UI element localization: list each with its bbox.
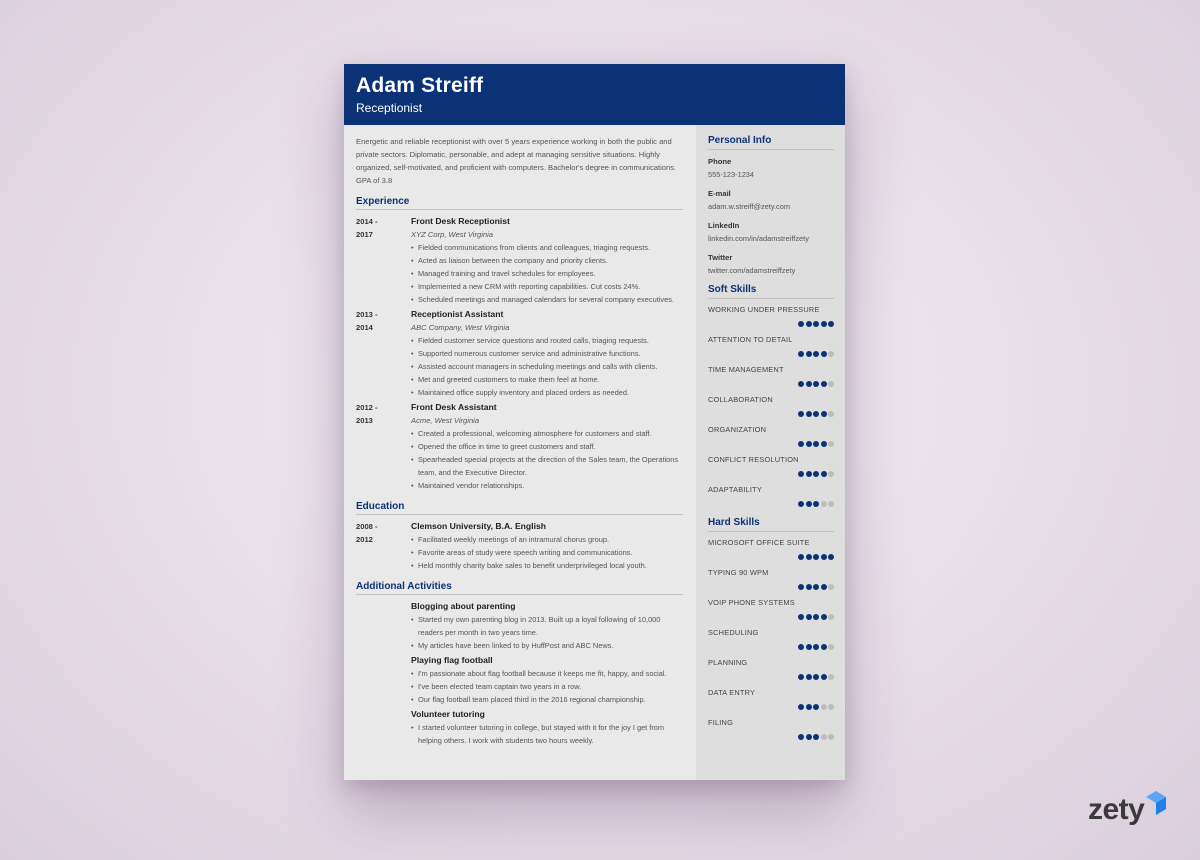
rating-dot-filled [806,411,812,417]
activities-content [411,654,683,706]
rating-dot-empty [828,351,834,357]
activities-entry [356,708,683,747]
skill-row [708,658,834,688]
skill-row [708,365,834,395]
rating-dot-empty [821,501,827,507]
activities-role: Volunteer tutoring [411,709,485,719]
skill-rating [797,321,835,327]
rating-dot-filled [798,501,804,507]
bullet-item: • I've been elected team captain two years in a row. [411,680,683,693]
rating-dot-filled [821,614,827,620]
bullet-item: • Acted as liaison between the company and priority clients. [411,254,683,267]
activities-content [411,708,683,747]
rating-dot-filled [813,441,819,447]
experience-role: Front Desk Receptionist [411,216,510,226]
skill-row [708,568,834,598]
skill-name: ORGANIZATION [708,425,767,434]
skill-name: WORKING UNDER PRESSURE [708,305,820,314]
bullet-item: • Opened the office in time to greet customers and staff. [411,440,683,453]
rating-dot-filled [813,644,819,650]
rating-dot-filled [813,704,819,710]
skill-rating [797,734,835,740]
rating-dot-filled [821,674,827,680]
education-bullets [411,533,683,572]
skill-row [708,425,834,455]
experience-entry [356,308,683,399]
skill-rating [797,411,835,417]
logo-text: zety [1088,793,1145,826]
rating-dot-filled [813,471,819,477]
rating-dot-filled [806,554,812,560]
rating-dot-filled [813,411,819,417]
skill-rating [797,501,835,507]
skill-name: MICROSOFT OFFICE SUITE [708,538,810,547]
rating-dot-filled [806,644,812,650]
rating-dot-filled [821,644,827,650]
activities-heading: Additional Activities [356,581,683,595]
experience-date: 2012 - 2013 [356,403,378,425]
experience-bullets [411,427,683,492]
rating-dot-filled [806,734,812,740]
rating-dot-filled [806,351,812,357]
rating-dot-filled [798,674,804,680]
skill-row [708,305,834,335]
personal-info-value: linkedin.com/in/adamstreiffzety [708,234,809,243]
rating-dot-filled [798,614,804,620]
main-column [356,135,683,749]
rating-dot-filled [806,584,812,590]
skill-name: VOIP PHONE SYSTEMS [708,598,795,607]
rating-dot-empty [821,734,827,740]
rating-dot-empty [828,704,834,710]
skill-name: DATA ENTRY [708,688,756,697]
education-list [356,520,683,572]
rating-dot-filled [813,321,819,327]
education-content [411,520,683,572]
activities-list [356,600,683,747]
skill-name: CONFLICT RESOLUTION [708,455,799,464]
bullet-item: • Maintained office supply inventory and placed orders as needed. [411,386,683,399]
rating-dot-empty [828,614,834,620]
experience-entry [356,401,683,492]
rating-dot-filled [798,381,804,387]
rating-dot-empty [828,441,834,447]
rating-dot-filled [821,381,827,387]
rating-dot-filled [798,471,804,477]
activities-bullets [411,721,683,747]
skill-row [708,718,834,748]
experience-date: 2013 - 2014 [356,310,378,332]
skill-row [708,455,834,485]
skill-rating [797,351,835,357]
skill-name: SCHEDULING [708,628,759,637]
activities-bullets [411,667,683,706]
experience-org: Acme, West Virginia [411,416,480,425]
bullet-item: • Started my own parenting blog in 2013. Built up a loyal following of 10,000 readers per month in two years time. [411,613,683,639]
personal-info-heading: Personal Info [708,135,834,150]
skill-row [708,628,834,658]
rating-dot-filled [806,501,812,507]
rating-dot-empty [828,381,834,387]
rating-dot-filled [813,381,819,387]
resume-header [344,64,845,125]
activities-date [356,654,411,706]
skill-row [708,688,834,718]
experience-bullets [411,334,683,399]
rating-dot-empty [828,734,834,740]
skill-name: FILING [708,718,734,727]
experience-role: Front Desk Assistant [411,402,497,412]
rating-dot-filled [813,554,819,560]
activities-content [411,600,683,652]
rating-dot-filled [821,471,827,477]
rating-dot-filled [798,584,804,590]
hard-skills-list [708,538,834,748]
hard-skills-heading: Hard Skills [708,517,834,532]
skill-rating [797,704,835,710]
skill-rating [797,584,835,590]
skill-name: ATTENTION TO DETAIL [708,335,793,344]
rating-dot-filled [821,554,827,560]
rating-dot-filled [798,734,804,740]
bullet-item: • Our flag football team placed third in the 2016 regional championship. [411,693,683,706]
bullet-item: • Supported numerous customer service and administrative functions. [411,347,683,360]
rating-dot-filled [798,411,804,417]
experience-bullets [411,241,683,306]
bullet-item: • Maintained vendor relationships. [411,479,683,492]
bullet-item: • Fielded customer service questions and routed calls, triaging requests. [411,334,683,347]
rating-dot-empty [828,471,834,477]
rating-dot-filled [806,471,812,477]
rating-dot-filled [798,704,804,710]
education-role: Clemson University, B.A. English [411,521,546,531]
rating-dot-filled [806,321,812,327]
bullet-item: • My articles have been linked to by HuffPost and ABC News. [411,639,683,652]
rating-dot-filled [806,441,812,447]
skill-rating [797,441,835,447]
skill-rating [797,381,835,387]
skill-rating [797,674,835,680]
rating-dot-filled [813,734,819,740]
bullet-item: • Met and greeted customers to make them feel at home. [411,373,683,386]
bullet-item: • I started volunteer tutoring in college, but stayed with it for the joy I get from helping others. I work with students two hours weekly. [411,721,683,747]
skill-row [708,485,834,515]
experience-entry [356,215,683,306]
skill-rating [797,614,835,620]
experience-content [411,215,683,306]
rating-dot-filled [806,674,812,680]
education-entry [356,520,683,572]
experience-content [411,401,683,492]
bullet-item: • Favorite areas of study were speech writing and communications. [411,546,683,559]
activities-date [356,600,411,652]
experience-org: ABC Company, West Virginia [411,323,510,332]
education-date: 2008 - 2012 [356,522,378,544]
rating-dot-empty [828,674,834,680]
skill-rating [797,554,835,560]
skill-row [708,538,834,568]
personal-info-label: Twitter [708,253,733,262]
rating-dot-filled [813,351,819,357]
personal-info-value: twitter.com/adamstreiffzety [708,266,796,275]
skill-name: TYPING 90 WPM [708,568,769,577]
personal-info-list [708,156,834,276]
rating-dot-filled [806,614,812,620]
skill-rating [797,644,835,650]
bullet-item: • Fielded communications from clients and colleagues, triaging requests. [411,241,683,254]
rating-dot-filled [798,554,804,560]
rating-dot-filled [798,441,804,447]
rating-dot-filled [828,554,834,560]
rating-dot-empty [828,644,834,650]
rating-dot-filled [813,501,819,507]
rating-dot-empty [828,411,834,417]
skill-name: PLANNING [708,658,748,667]
bullet-item: • Spearheaded special projects at the direction of the Sales team, the Operations team, and the Executive Director. [411,453,683,479]
bullet-item: • Scheduled meetings and managed calendars for several company executives. [411,293,683,306]
activities-date [356,708,411,747]
experience-list [356,215,683,492]
rating-dot-filled [798,351,804,357]
rating-dot-filled [798,321,804,327]
activities-bullets [411,613,683,652]
rating-dot-filled [821,584,827,590]
skill-rating [797,471,835,477]
bullet-item: • Implemented a new CRM with reporting capabilities. Cut costs 24%. [411,280,683,293]
skill-row [708,598,834,628]
experience-role: Receptionist Assistant [411,309,504,319]
summary: Energetic and reliable receptionist with over 5 years experience working in both the public and private sectors. Diplomatic, personable, and adept at managing sensitive situations. Highly organized, self-motivated, and proficient with computers. Bachelor's degree in communications. GPA of 3.8 [356,137,677,185]
cube-logo-icon [1146,791,1166,815]
soft-skills-heading: Soft Skills [708,284,834,299]
bullet-item: • Created a professional, welcoming atmosphere for customers and staff. [411,427,683,440]
soft-skills-list [708,305,834,515]
rating-dot-filled [798,644,804,650]
rating-dot-filled [828,321,834,327]
skill-name: TIME MANAGEMENT [708,365,784,374]
rating-dot-filled [821,351,827,357]
bullet-item: • Assisted account managers in scheduling meetings and calls with clients. [411,360,683,373]
experience-content [411,308,683,399]
skill-name: COLLABORATION [708,395,773,404]
personal-info-value: 555-123-1234 [708,170,755,179]
zety-logo [1088,790,1166,830]
rating-dot-empty [821,704,827,710]
resume-page [344,64,845,780]
skill-name: ADAPTABILITY [708,485,763,494]
rating-dot-empty [828,584,834,590]
skill-row [708,395,834,425]
rating-dot-filled [821,441,827,447]
rating-dot-filled [806,704,812,710]
sidebar [696,125,845,780]
rating-dot-filled [821,321,827,327]
candidate-name: Adam Streiff [356,74,484,97]
personal-info-label: LinkedIn [708,221,740,230]
activities-role: Playing flag football [411,655,493,665]
bullet-item: • Held monthly charity bake sales to benefit underprivileged local youth. [411,559,683,572]
personal-info-label: Phone [708,157,732,166]
skill-row [708,335,834,365]
rating-dot-filled [813,584,819,590]
activities-entry [356,654,683,706]
personal-info-label: E-mail [708,189,731,198]
rating-dot-filled [813,614,819,620]
experience-org: XYZ Corp, West Virginia [411,230,494,239]
bullet-item: • Managed training and travel schedules for employees. [411,267,683,280]
experience-date: 2014 - 2017 [356,217,378,239]
bullet-item: • I'm passionate about flag football because it keeps me fit, happy, and social. [411,667,683,680]
rating-dot-filled [821,411,827,417]
education-heading: Education [356,501,683,515]
rating-dot-filled [813,674,819,680]
activities-role: Blogging about parenting [411,601,516,611]
personal-info-value: adam.w.streiff@zety.com [708,202,790,211]
bullet-item: • Facilitated weekly meetings of an intramural chorus group. [411,533,683,546]
candidate-title: Receptionist [356,101,423,115]
activities-entry [356,600,683,652]
experience-heading: Experience [356,196,683,210]
rating-dot-empty [828,501,834,507]
rating-dot-filled [806,381,812,387]
resume-body [344,125,845,780]
